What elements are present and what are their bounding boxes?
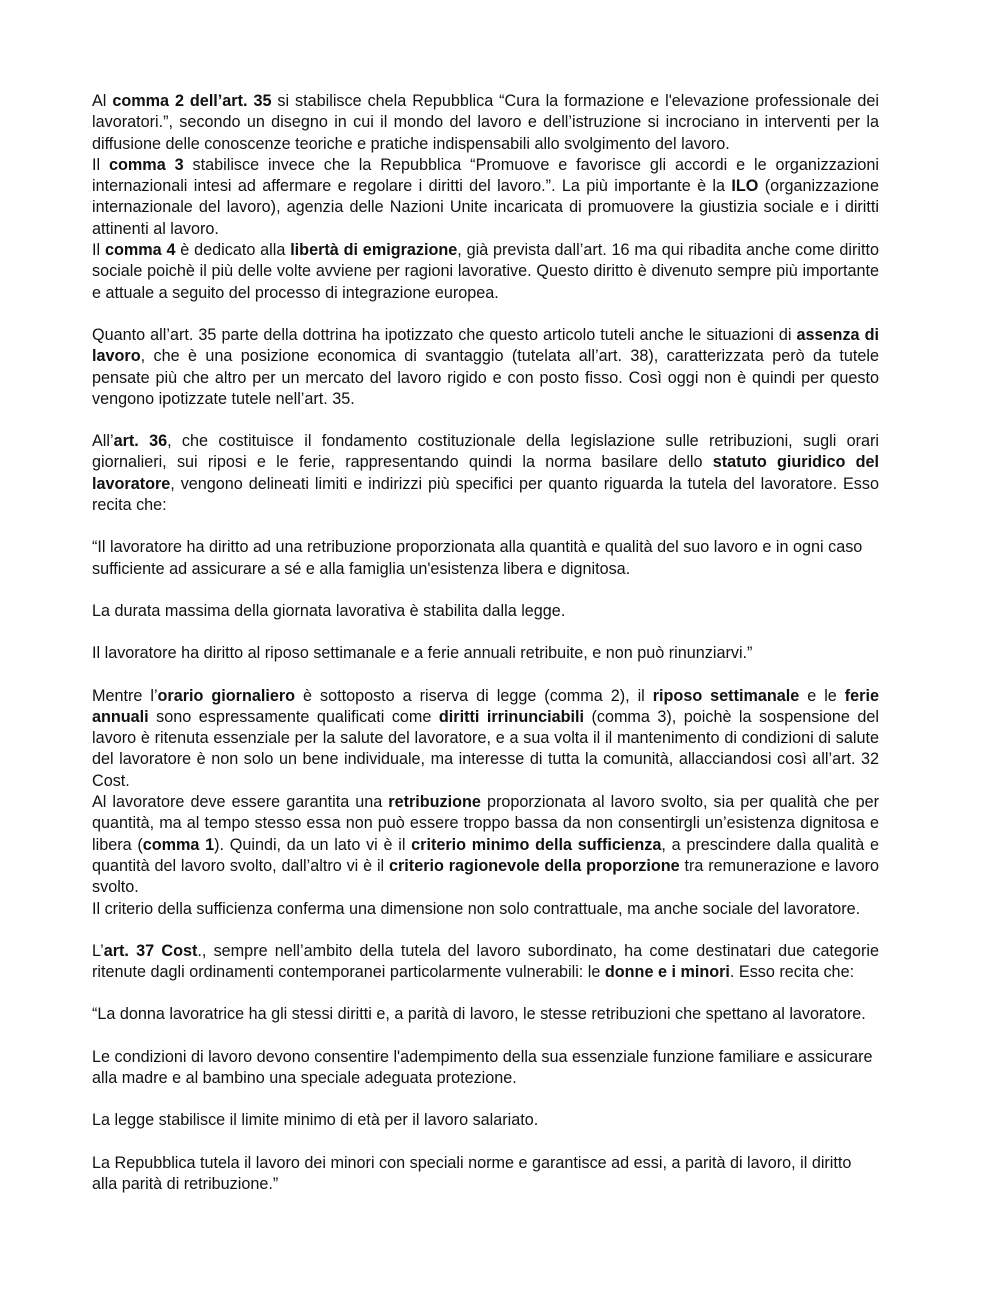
text-run: . Esso recita che: (729, 963, 855, 982)
paragraph (92, 643, 879, 664)
paragraph (92, 155, 879, 240)
text-run: La Repubblica tutela il lavoro dei minori con speciali norme e garantisce ad essi, a parità di lavoro, il diritto alla parità di retribuzione.” (92, 1153, 852, 1193)
bold-text: comma 4 (104, 241, 176, 260)
bold-text: orario giornaliero (157, 686, 296, 705)
paragraph-spacer (92, 410, 879, 431)
text-run: , a prescindere dalla qualità e quantità del lavoro svolto, dall’altro vi è il (92, 835, 879, 875)
bold-text: criterio ragionevole della proporzione (389, 856, 680, 875)
text-run: Il criterio della sufficienza conferma una dimensione non solo contrattuale, ma anche sociale del lavoratore. (92, 899, 861, 918)
bold-text: libertà di emigrazione (290, 241, 458, 260)
text-run: , già prevista dall’art. 16 ma qui ribadita anche come diritto sociale poichè il più delle volte avviene per ragioni lavorative. Questo diritto è divenuto sempre più importante e attuale a seguito del processo di integrazione europea. (92, 241, 879, 302)
text-run: L’ (92, 941, 104, 960)
text-run: e le (799, 686, 845, 705)
text-run: Il (92, 155, 110, 174)
bold-text: riposo settimanale (652, 686, 800, 705)
text-run: sono espressamente qualificati come (148, 707, 439, 726)
paragraph-spacer (92, 920, 879, 941)
text-run: (comma 3), poichè la sospensione del lavoro è ritenuta essenziale per la salute del lavoratore, e a sua volta il il mantenimento di condizioni di salute del lavoratore è non solo un bene individuale, ma interesse di tutta la comunità, allacciandosi così all’art. 32 Cost. (92, 707, 879, 790)
text-run: stabilisce invece che la Repubblica “Promuove e favorisce gli accordi e le organizzazioni internazionali intesi ad affermare e regolare i diritti del lavoro.”. La più importante è la (92, 155, 879, 196)
text-run: Mentre l’ (92, 686, 158, 705)
text-run: Al (92, 92, 113, 110)
text-run: è dedicato alla (175, 241, 291, 260)
text-run: “La donna lavoratrice ha gli stessi diritti e, a parità di lavoro, le stesse retribuzioni che spettano al lavoratore. (92, 1005, 866, 1024)
paragraph (92, 537, 879, 580)
text-run: La durata massima della giornata lavorativa è stabilita dalla legge. (92, 601, 566, 620)
bold-text: retribuzione (388, 793, 481, 812)
paragraph (92, 1110, 879, 1131)
text-run: Quanto all’art. 35 parte della dottrina ha ipotizzato che questo articolo tuteli anche le situazioni di (92, 325, 797, 344)
paragraph-spacer (92, 304, 879, 325)
bold-text: comma 1 (142, 835, 215, 854)
text-run: proporzionata al lavoro svolto, sia per qualità che per quantità, ma al tempo stesso essa non può essere troppo bassa da non consentirgli un’esistenza dignitosa e libera ( (92, 793, 879, 854)
paragraph (92, 1004, 879, 1025)
text-run: è sottoposto a riserva di legge (comma 2), il (295, 686, 653, 705)
paragraph-spacer (92, 580, 879, 601)
text-run: All’ (92, 432, 114, 451)
bold-text: ferie annuali (92, 686, 879, 726)
text-run: Le condizioni di lavoro devono consentire l'adempimento della sua essenziale funzione familiare e assicurare alla madre e al bambino una speciale adeguata protezione. (92, 1047, 873, 1087)
paragraph-spacer (92, 516, 879, 537)
paragraph-spacer (92, 983, 879, 1004)
paragraph-spacer (92, 1132, 879, 1153)
text-run: , che è una posizione economica di svantaggio (tutelata all’art. 38), caratterizzata però da tutele pensate più che altro per un mercato del lavoro rigido e con posto fisso. Così oggi non è quindi per questo vengono ipotizzate tutele nell’art. 35. (92, 347, 879, 408)
paragraph (92, 601, 879, 622)
text-run: ). Quindi, da un lato vi è il (214, 835, 412, 854)
bold-text: ILO (731, 177, 759, 196)
paragraph-spacer (92, 1026, 879, 1047)
bold-text: criterio minimo della sufficienza (411, 835, 662, 854)
text-run: (organizzazione internazionale del lavoro), agenzia delle Nazioni Unite incaricata di promuovere la giustizia sociale e i diritti attinenti al lavoro. (92, 177, 879, 238)
text-run: , che costituisce il fondamento costituzionale della legislazione sulle retribuzioni, sugli orari giornalieri, sui riposi e le ferie, rappresentando quindi la norma basilare dello (92, 432, 879, 472)
bold-text: art. 36 (113, 432, 168, 451)
text-run: La legge stabilisce il limite minimo di età per il lavoro salariato. (92, 1111, 539, 1130)
paragraph (92, 792, 879, 898)
paragraph-spacer (92, 665, 879, 686)
paragraph (92, 941, 879, 984)
paragraph (92, 1153, 879, 1196)
text-run: “Il lavoratore ha diritto ad una retribuzione proporzionata alla quantità e qualità del suo lavoro e in ogni caso sufficiente ad assicurare a sé e alla famiglia un'esistenza libera e dignitosa. (92, 538, 863, 578)
bold-text: diritti irrinunciabili (438, 707, 584, 726)
paragraph-spacer (92, 1089, 879, 1110)
text-run: tra remunerazione e lavoro svolto. (92, 856, 880, 897)
bold-text: comma 3 (109, 155, 184, 174)
text-run: si stabilisce chela Repubblica “Cura la formazione e l'elevazione professionale dei lavoratori.”, secondo un disegno in cui il mondo del lavoro e dell’istruzione si incrociano in interventi per la diffusione delle conoscenze teoriche e pratiche indispensabili allo svolgimento del lavoro. (92, 92, 879, 153)
bold-text: donne e i minori (604, 963, 730, 982)
text-run: , vengono delineati limiti e indirizzi più specifici per quanto riguarda la tutela del lavoratore. Esso recita che: (92, 474, 879, 515)
paragraph (92, 91, 879, 155)
paragraph (92, 686, 879, 792)
paragraph-spacer (92, 622, 879, 643)
bold-text: comma 2 dell’art. 35 (112, 92, 272, 110)
paragraph (92, 325, 879, 410)
paragraph (92, 240, 879, 304)
bold-text: assenza di lavoro (92, 325, 879, 366)
paragraph (92, 899, 879, 920)
paragraph (92, 431, 879, 516)
text-run: Il (92, 241, 105, 260)
bold-text: art. 37 Cost (103, 941, 198, 960)
text-run: Il lavoratore ha diritto al riposo settimanale e a ferie annuali retribuite, e non può rinunziarvi.” (92, 644, 753, 663)
text-run: Al lavoratore deve essere garantita una (92, 793, 389, 812)
paragraph (92, 1047, 879, 1090)
bold-text: statuto giuridico del lavoratore (92, 453, 879, 493)
text-run: ., sempre nell’ambito della tutela del lavoro subordinato, ha come destinatari due categorie ritenute dagli ordinamenti contemporanei particolarmente vulnerabili: le (92, 941, 879, 982)
